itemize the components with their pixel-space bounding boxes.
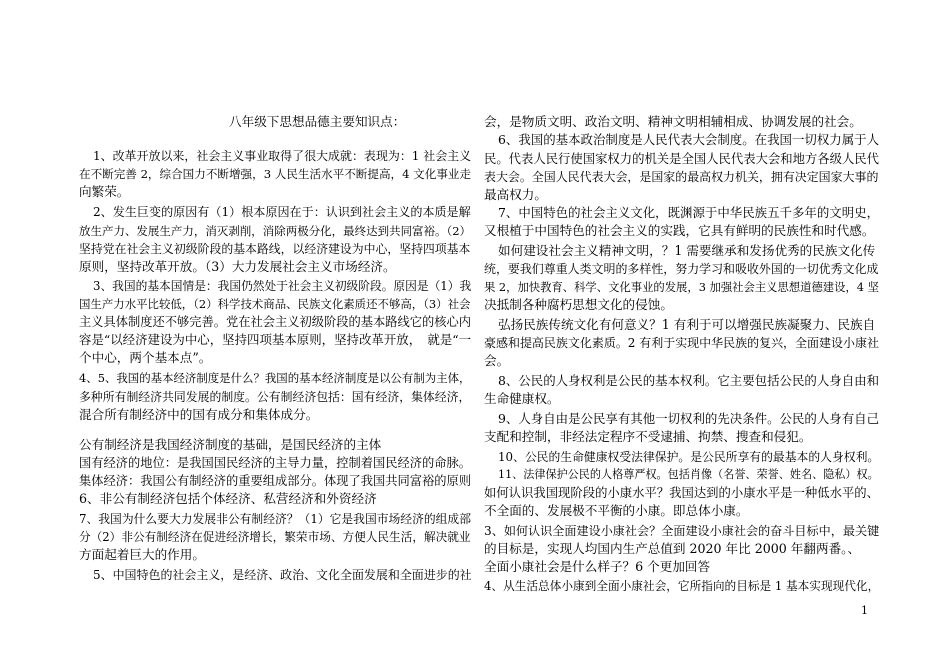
left-text-line: 方面起着巨大的作用。 [79, 547, 205, 562]
left-text-line: 混合所有制经济中的国有成分和集体成分。 [79, 407, 319, 422]
right-text-line: 表大会。全国人民代表大会，是国家的最高权力机关，拥有决定国家大事的 [484, 170, 879, 184]
right-text-line: 3、如何认识全面建设小康社会？全面建设小康社会的奋斗目标中，最关键 [484, 524, 880, 538]
right-text-line: 民。代表人民行使国家权力的机关是全国人民代表大会和地方各级人民代 [484, 152, 879, 166]
right-text-line: 如何建设社会主义精神文明，？1 需要继承和发扬优秀的民族文化传 [498, 243, 876, 258]
right-text-line: 果 2，加快教育、科学、文化事业的发展，3 加强社会主义思想道德建设，4 坚 [484, 280, 879, 294]
right-text-line: 7、中国特色的社会主义文化，既渊源于中华民族五千多年的文明史， [498, 205, 880, 220]
left-text-line: 5、中国特色的社会主义，是经济、政治、文化全面发展和全面进步的社 [93, 568, 472, 582]
right-text-line: 弘扬民族传统文化有何意义？1 有利于可以增强民族凝聚力、民族自 [498, 317, 876, 332]
left-text-line: 坚持党在社会主义初级阶段的基本路线，以经济建设为中心，坚持四项基本 [79, 242, 471, 256]
left-text-line: 3、我国的基本国情是：我国仍然处于社会主义初级阶段。原因是（1）我 [93, 279, 472, 293]
right-text-line: 10、公民的生命健康权受法律保护。是公民所享有的最基本的人身权利。 [498, 450, 880, 464]
right-text-line: 最高权力。 [484, 187, 547, 202]
right-text-line: 的目标是，实现人均国内生产总值到 2020 年比 2000 年翻两番。、 [484, 541, 861, 556]
left-text-line: 在不断完善 2，综合国力不断增强，3 人民生活水平不断提高，4 文化事业走 [79, 167, 472, 181]
right-text-line: 会，是物质文明、政治文明、精神文明相辅相成、协调发展的社会。 [484, 114, 862, 129]
left-text-line: 国有经济的地位：是我国国民经济的主导力量，控制着国民经济的命脉。 [79, 456, 471, 470]
left-text-line: 7、我国为什么要大力发展非公有制经济？（1）它是我国市场经济的组成部 [79, 512, 471, 526]
right-text-line: 会。 [484, 353, 510, 368]
right-text-line: 决抵制各种腐朽思想文化的侵蚀。 [484, 297, 673, 312]
right-text-line: 8、公民的人身权利是公民的基本权利。它主要包括公民的人身自由和 [498, 373, 880, 388]
right-text-line: 6、我国的基本政治制度是人民代表大会制度。在我国一切权力属于人 [498, 132, 880, 147]
right-text-line: 4、从生活总体小康到全面小康社会，它所指向的目标是 1 基本实现现代化， [484, 579, 880, 593]
left-text-line: 容是“以经济建设为中心，坚持四项基本原则，坚持改革开放， 就是“一 [79, 332, 472, 347]
page-number: 1 [861, 604, 868, 617]
left-text-line: 向繁荣。 [79, 184, 130, 199]
right-text-line: 又根植于中国特色的社会主义的实践，它具有鲜明的民族性和时代感。 [484, 223, 875, 238]
right-text-line: 不全面的、发展极不平衡的小康。即总体小康。 [484, 503, 749, 518]
right-text-line: 9、人身自由是公民享有其他一切权利的先决条件。公民的人身有自己 [498, 411, 880, 426]
right-text-line: 如何认识我国现阶段的小康水平？我国达到的小康水平是一种低水平的、 [484, 486, 879, 500]
left-text-line: 1、改革开放以来，社会主义事业取得了很大成就：表现为：1 社会主义 [93, 149, 472, 163]
left-text-line: 分（2）非公有制经济在促进经济增长，繁荣市场、方便人民生活，解决就业 [79, 530, 471, 544]
left-text-line: 主义具体制度还不够完善。党在社会主义初级阶段的基本路线它的核心内 [79, 315, 471, 329]
right-text-line: 豪感和提高民族文化素质。2 有利于实现中华民族的复兴，全面建设小康社 [484, 336, 879, 350]
right-text-line: 全面小康社会是什么样子？6 个更加回答 [484, 559, 711, 574]
right-text-line: 统，要我们尊重人类文明的多样性，努力学习和吸收外国的一切优秀文化成 [484, 262, 879, 276]
left-text-line: 国生产力水平比较低，（2）科学技术商品、民族文化素质还不够高，（3）社会 [79, 297, 471, 311]
left-text-line: 放生产力、发展生产力，消灭剥削，消除两极分化，最终达到共同富裕。（2） [79, 224, 472, 238]
left-text-line: 八年级下思想品德主要知识点： [229, 114, 406, 129]
left-text-line: 多种所有制经济共同发展的制度。公有制经济包括：国有经济，集体经济， [79, 390, 471, 404]
left-text-line: 个中心，两个基本点”。 [79, 350, 212, 365]
left-text-line: 公有制经济是我国经济制度的基础，是国民经济的主体 [79, 437, 382, 452]
left-text-line: 2、发生巨变的原因有（1）根本原因在于：认识到社会主义的本质是解 [93, 205, 471, 219]
right-text-line: 生命健康权。 [484, 391, 560, 406]
right-text-line: 支配和控制，非经法定程序不受逮捕、拘禁、搜查和侵犯。 [484, 429, 812, 444]
left-text-line: 4、5、我国的基本经济制度是什么？我国的基本经济制度是以公有制为主体， [79, 371, 471, 385]
left-text-line: 原则，坚持改革开放。（3）大力发展社会主义市场经济。 [79, 259, 396, 274]
left-text-line: 6、非公有制经济包括个体经济、私营经济和外资经济 [79, 491, 377, 506]
right-text-line: 11、法律保护公民的人格尊严权。包括肖像（名誉、荣誉、姓名、隐私）权。 [498, 468, 879, 481]
left-text-line: 集体经济：我国公有制经济的重要组成部分。体现了我国共同富裕的原则 [79, 474, 471, 488]
